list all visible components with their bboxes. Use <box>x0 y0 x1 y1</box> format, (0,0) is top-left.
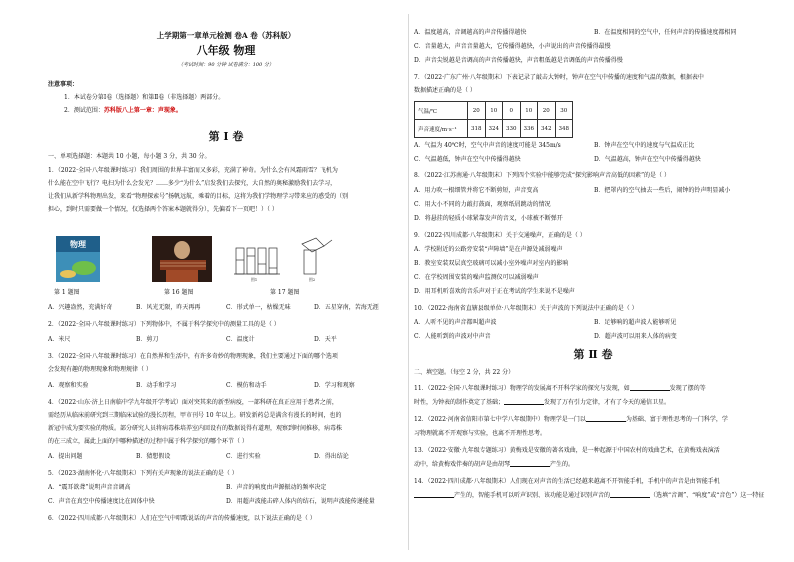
q8-line-1: 8．（2022·江苏南通·八年级期末）下列四个实验中能够完成“探究影响声音高低的因素”的是（ ） <box>414 172 670 179</box>
q13-line-2: 动中，给黄梅戏伴奏的胡声是由胡琴 产生的。 <box>414 461 575 468</box>
q8-option-d: D．将悬挂的轻质小球紧靠发声的音叉，小球被不断弹开 <box>414 215 563 222</box>
q4-option-b: B．猜想假设 <box>136 453 171 460</box>
q13-line-1: 13．（2022·安徽·九年级专题练习）黄梅戏是安徽的著名戏曲，是一种起源于中国农村的戏曲艺术，在黄梅戏表演活 <box>414 447 720 454</box>
q12-line-2: 习物理就离不开观察与实验，也离不开理性思考。 <box>414 430 547 437</box>
q5-option-c: C．声音在真空中传播速度比在固体中快 <box>48 498 155 505</box>
q3-option-c: C．模仿和动手 <box>226 382 267 389</box>
bottles-and-tuning-image <box>232 236 344 282</box>
answer-blank[interactable] <box>610 491 650 498</box>
table-cell: 330 <box>503 120 521 138</box>
q9-option-a: A．学校附近的公路旁安装“声障墙”是在声源处减弱噪声 <box>414 246 563 253</box>
test-scope: 苏科版八上第一章：声现象。 <box>103 107 182 114</box>
q8-option-b: B．把罩内的空气抽去一些后，闹钟的铃声明显减小 <box>594 187 731 194</box>
q6-option-d: D．声音尖锐越是音调高的声音传播越快，声音粗低越是音调低的声音传播得慢 <box>414 57 623 64</box>
q8-option-a: A．用力吹一根细管并将它不断剪短，声音变高 <box>414 187 539 194</box>
right-column <box>414 0 772 562</box>
table-cell: 20 <box>468 102 486 120</box>
q2-option-b: B．剪刀 <box>136 336 159 343</box>
q5-stem: 5．（2023·湖南怀化·八年级期末）下列有关声现象的说法正确的是（ ） <box>48 470 238 477</box>
q1-line-4: 担心，到时只需要做一个情况，仅选择两个答案本题就得分），先偏看下一页吧！）（ ） <box>48 206 278 213</box>
table-cell: 10 <box>520 102 538 120</box>
part2-title: 第 Ⅱ 卷 <box>573 348 613 361</box>
table-row <box>415 120 573 138</box>
q4-option-d: D．得出结论 <box>314 453 349 460</box>
exam-info: （考试时间：90 分钟 试卷满分：100 分） <box>178 62 274 68</box>
q4-line-1: 4．（2022·山东·济上日南临中学九年级开学考试）面对突其来的新型病疫，一部科研在真正应用于患者之前， <box>48 399 338 406</box>
table-cell: 气温/℃ <box>415 102 468 120</box>
q10-option-b: B．足够响的超声波人能够听见 <box>594 319 677 326</box>
table-cell: 342 <box>538 120 556 138</box>
q4-line-3: 新冠中成为要实验的物质。部分研究人员将病毒株培养室内回设有的数据说得有道理，观察到时间推移，病毒株 <box>48 425 343 432</box>
q5-option-d: D．用超声波能击碎人体内的结石，说明声波能传递能量 <box>226 498 375 505</box>
q2-stem: 2．（2022·全国·八年级课时练习）下列物体中，不属于科学探究中的测量工具的是（ ） <box>48 321 280 328</box>
q4-line-2: 需经历从临床前研究到三期临床试验的漫长历程，甲市刊号 10 年以上。研发新药总是满含有漫长的时间，也的 <box>48 412 342 419</box>
q2-option-a: A．米尺 <box>48 336 71 343</box>
q3-option-a: A．观察和实验 <box>48 382 89 389</box>
notes-item-1: 1．本试卷分第Ⅰ卷（选择题）和第Ⅱ卷（非选择题）两部分。 <box>64 94 225 101</box>
q2-option-d: D．天平 <box>314 336 337 343</box>
q5-option-b: B．声音的响度由声源振动的频率决定 <box>226 484 327 491</box>
q6-option-b: B．在温度相同的空气中，任何声音的传播速度都相同 <box>594 29 737 36</box>
left-column <box>48 0 404 562</box>
q7-line-1: 7．（2022·广东广州·八年级期末）下表记录了敲击大钟时，钟声在空气中传播的速度和气温的数据，根据表中 <box>414 74 704 81</box>
table-cell: 318 <box>468 120 486 138</box>
q12-line-1: 12．（2022·河南省信阳市第七中学八年级期中）物理学是一门以 为基础、富于理性思考的一门科学，学 <box>414 416 728 423</box>
exam-title: 上学期第一章单元检测 卷A 卷（苏科版） <box>156 31 296 40</box>
q9-line-1: 9．（2022·四川成都·八年级期末）关于交通噪声，正确的是（ ） <box>414 232 586 239</box>
table-cell: 0 <box>503 102 521 120</box>
q1-option-a: A．兴趣盎然，充满好奇 <box>48 304 113 311</box>
table-cell: 10 <box>485 102 503 120</box>
svg-text:图2: 图2 <box>308 277 316 282</box>
table-cell: 30 <box>555 102 573 120</box>
column-divider <box>408 14 409 550</box>
table-cell: 20 <box>538 102 556 120</box>
table-cell: 336 <box>520 120 538 138</box>
table-cell: 324 <box>485 120 503 138</box>
svg-text:物理: 物理 <box>70 240 86 249</box>
q4-option-c: C．进行实验 <box>226 453 261 460</box>
section-2-heading: 二、填空题。（每空 2 分，共 22 分） <box>414 369 515 376</box>
q1-caption-1: 第 1 题图 <box>54 289 80 296</box>
notes-heading: 注意事项： <box>48 81 79 88</box>
q2-option-c: C．温度计 <box>226 336 255 343</box>
exam-subject: 八年级 物理 <box>196 44 256 57</box>
q10-option-c: C．人能听到的声波对中声音 <box>414 333 491 340</box>
q1-option-d: D．五星穿南，苦海无涯 <box>314 304 379 311</box>
section-1-heading: 一、单项选择题：本题共 10 小题，每小题 3 分，共 30 分。 <box>48 153 211 160</box>
q1-line-3: 让我们从新学科物理出发，来看“物理探索号”扬帆远航，乘着的目标，这将为我们学物理学习带来应的惑受的（别 <box>48 193 349 200</box>
q1-caption-2: 第 16 题图 <box>164 289 194 296</box>
q14-line-2: 产生的，智能手机可以听声识别、该功能是通过识别声音的 （选填“音调”、“响度”或“音色”）这一特征 <box>414 491 772 500</box>
q7-option-b: B．钟声在空气中的速度与气温成正比 <box>594 142 695 149</box>
svg-text:图1: 图1 <box>250 277 258 282</box>
q6-option-a: A．温度越高，音调越高的声音传播得越快 <box>414 29 527 36</box>
q11-line-1: 11．（2022·全国·八年级课时练习）物理学的发展离不开科学家的探究与发现，如 发现了摆的等 <box>414 385 706 392</box>
q1-line-1: 1．（2022·全国·八年级课时练习）我们周围的世界丰富而又多彩，充满了神奇。为什么会有风霜雨雪？飞机为 <box>48 167 338 174</box>
q10-line-1: 10．（2022·海南省直辖县级单位·八年级期末）关于声波的下列说法中正确的是（ ） <box>414 305 638 312</box>
q7-option-c: C．气温越低，钟声在空气中传播得越快 <box>414 156 521 163</box>
answer-blank[interactable] <box>630 384 670 391</box>
q1-caption-3: 第 17 题图 <box>270 289 300 296</box>
q9-option-d: D．用耳机听喜欢的音乐声对于正在考试的学生来说不是噪声 <box>414 288 575 295</box>
q5-option-a: A．“震耳欲聋”说明声音音调高 <box>48 484 131 491</box>
q10-option-a: A．人听不见的声音都叫超声波 <box>414 319 497 326</box>
table-cell: 声音速度/m·s⁻¹ <box>415 120 468 138</box>
q7-option-d: D．气温越高，钟声在空气中传播得越快 <box>594 156 701 163</box>
table-cell: 348 <box>555 120 573 138</box>
guzheng-player-image <box>152 236 212 282</box>
answer-blank[interactable] <box>510 460 550 467</box>
temperature-speed-table <box>414 101 573 138</box>
q1-line-2: 什么能在空中飞行？电扫为什么会发光？……多少“为什么”启发我们去探究，大自然的奥秘激励我们去学习， <box>48 180 337 187</box>
q10-option-d: D．超声波可以用来人体的病变 <box>594 333 677 340</box>
q7-line-2: 数据描述正确的是（ ） <box>414 87 476 94</box>
q9-option-c: C．在学校周围安装的噪声监测仪可以减弱噪声 <box>414 274 539 281</box>
q9-option-b: B．教室安装双层真空玻璃可以减小室外噪声对室内的影响 <box>414 260 569 267</box>
q6-stem: 6．（2022·四川成都·八年级期末）人们在空气中唱歌说话的声音的传播速度，以下说法正确的是（ ） <box>48 515 316 522</box>
answer-blank[interactable] <box>586 415 626 422</box>
answer-blank[interactable] <box>504 398 544 405</box>
q11-line-2: 时性，为钟表的制作奠定了基础； 发现了万有引力定律，才有了今天的通信卫星。 <box>414 399 671 406</box>
notes-item-2: 2．测试范围：苏科版八上第一章：声现象。 <box>64 107 182 114</box>
q8-option-c: C．用大小不同的力敲打鼓面，观察纸屑跳动的情况 <box>414 201 551 208</box>
q1-option-b: B．风光无限，昨天再再 <box>136 304 201 311</box>
answer-blank[interactable] <box>414 491 454 498</box>
q14-line-1: 14．（2022·四川成都·八年级期末）人们现在对声音的生活已经越来越离不开智能手机，手机中的声音是由智能手机 <box>414 478 720 485</box>
q3-option-b: B．动手和学习 <box>136 382 177 389</box>
q7-option-a: A．气温为 40℃时，空气中声音的速度可能是 345m/s <box>414 142 561 149</box>
q3-option-d: D．学习和观察 <box>314 382 355 389</box>
q3-line-2: 会发现有趣的物理现象和物理规律（ ） <box>48 366 152 373</box>
q4-line-4: 的在三成立，属此上面的中哪种描述的过程中属于科学探究的哪个环节（ ） <box>48 438 248 445</box>
q1-option-c: C．形式单一，枯燥无味 <box>226 304 291 311</box>
physics-book-image <box>54 236 102 282</box>
q4-option-a: A．提出问题 <box>48 453 83 460</box>
q6-option-c: C．音量越大，声音音量越大，它传播得越快，小声说出的声音传播得最慢 <box>414 43 611 50</box>
q3-line-1: 3．（2022·全国·八年级课时练习）在自然界和生活中，有许多奇妙的物理现象，我们主要通过下面的哪个选项 <box>48 353 338 360</box>
table-row <box>415 102 573 120</box>
part1-title: 第 Ⅰ 卷 <box>208 130 244 143</box>
